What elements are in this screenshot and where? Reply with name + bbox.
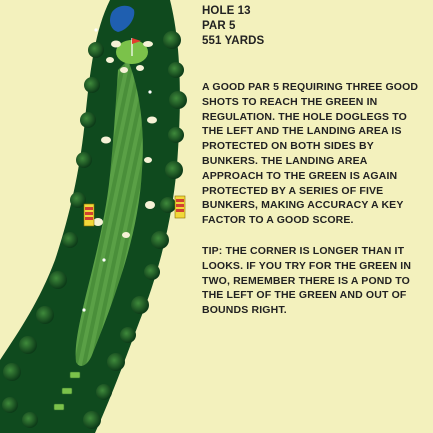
hole-map (0, 0, 196, 433)
hole-info-panel (202, 4, 427, 318)
hole-par: PAR 5 (202, 20, 236, 32)
tip-text: THE CORNER IS LONGER THAN IT LOOKS. IF YOU TRY FOR THE GREEN IN TWO, REMEMBER THERE IS A POND TO THE LEFT OF THE GREEN AND OUT OF BOUNDS RIGHT. (202, 244, 412, 317)
hole-description: A GOOD PAR 5 REQUIRING THREE GOOD SHOTS TO REACH THE GREEN IN REGULATION. THE HOLE DOGLEGS TO THE LEFT AND THE LANDING AREA IS PROTECTED ON BOTH SIDES BY BUNKERS. THE LANDING AREA APPROACH TO THE GREEN IS AGAIN PROTECTED BY A SERIES OF FIVE BUNKERS, MAKING ACCURACY A KEY FACTOR TO A GOOD SCORE. (202, 81, 419, 227)
hole-tip (202, 244, 427, 318)
hole-number: HOLE 13 (202, 5, 251, 17)
tip-label: TIP: (202, 244, 223, 257)
hole-yardage: 551 YARDS (202, 35, 265, 47)
hole-map-graphic (0, 0, 196, 433)
